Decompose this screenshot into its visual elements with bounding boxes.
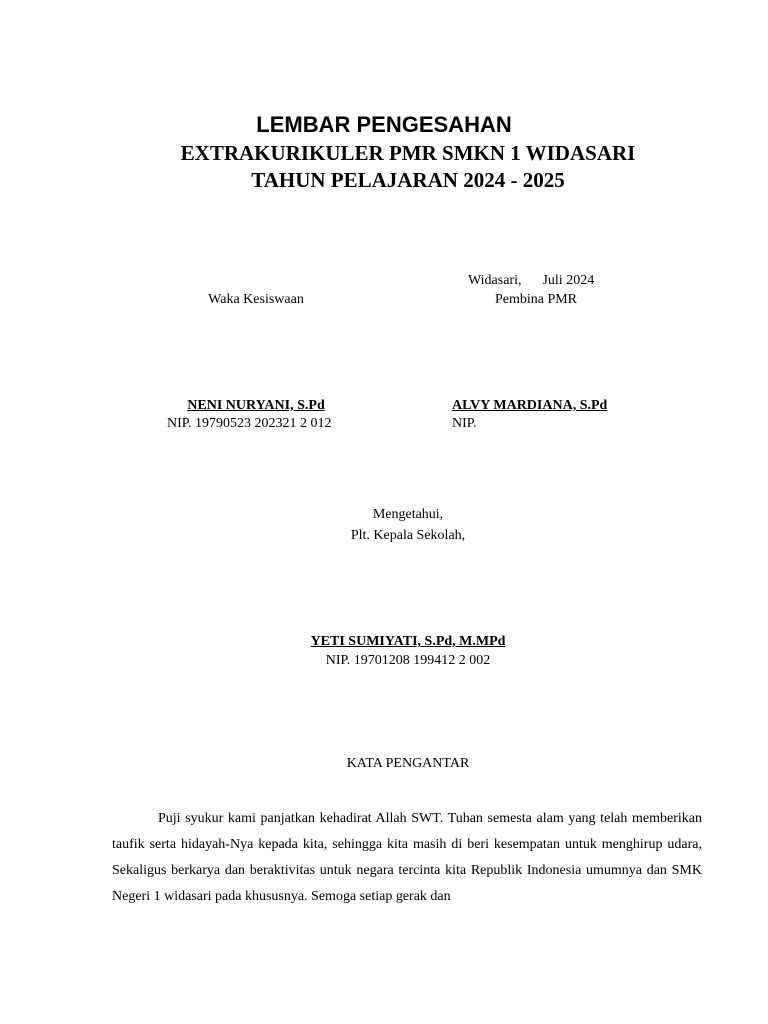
document-subtitle: EXTRAKURIKULER PMR SMKN 1 WIDASARI [180, 141, 636, 165]
left-signatory-role: Waka Kesiswaan [208, 292, 304, 307]
preface-text: Puji syukur kami panjatkan kehadirat Allah SWT. Tuhan semesta alam yang telah memberikan taufik serta hidayah-Nya kepada kita, sehingga kita masih di beri kesempatan untuk menghirup udara, Sekaligus berkarya dan beraktivitas untuk negara tercinta kita Republik Indonesia umumnya dan SMK Negeri 1 widasari pada khususnya. Semoga setiap gerak dan [112, 811, 702, 904]
right-signatory-role: Pembina PMR [494, 292, 578, 307]
left-signatory-nip: NIP. 19790523 202321 2 012 [167, 416, 332, 431]
left-signatory-name: NENI NURYANI, S.Pd [187, 398, 325, 413]
principal-nip: NIP. 19701208 199412 2 002 [325, 653, 491, 668]
acknowledgement-label: Mengetahui, [372, 507, 444, 522]
document-year: TAHUN PELAJARAN 2024 - 2025 [251, 168, 565, 192]
preface-heading: KATA PENGANTAR [346, 756, 470, 771]
document-title: LEMBAR PENGESAHAN [256, 112, 512, 137]
right-signatory-nip: NIP. [452, 416, 477, 431]
right-signatory-name: ALVY MARDIANA, S.Pd [452, 398, 608, 413]
preface-paragraph [112, 806, 702, 910]
principal-name: YETI SUMIYATI, S.Pd, M.MPd [310, 634, 506, 649]
principal-role: Plt. Kepala Sekolah, [350, 528, 466, 543]
place-date: Widasari, Juli 2024 [468, 273, 595, 288]
